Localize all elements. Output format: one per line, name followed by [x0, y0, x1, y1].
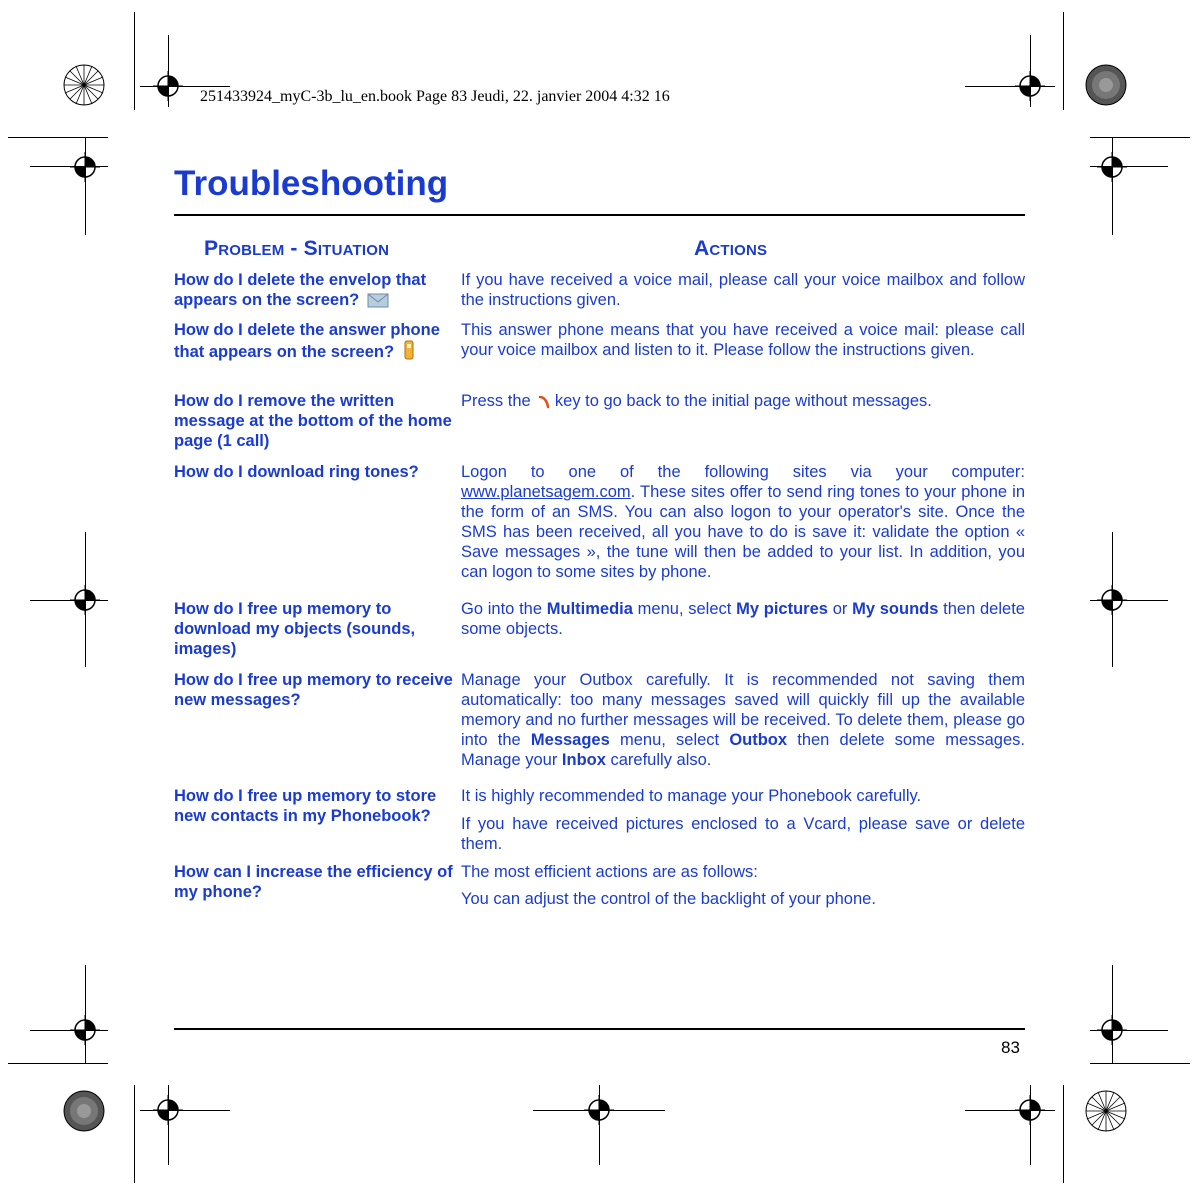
action-text: This answer phone means that you have received a voice mail: please call your voice mailbox and listen to it. Please follow the instructions given. — [461, 321, 1025, 359]
action-free-memory-contacts-1: It is highly recommended to manage your Phonebook carefully. — [461, 787, 922, 805]
problem-text: How do I remove the written message at the bottom of the home page (1 call) — [174, 392, 452, 450]
action-text: menu, select — [619, 731, 720, 749]
problem-free-memory-messages — [174, 670, 454, 710]
problem-envelope — [174, 270, 454, 310]
planetsagem-link[interactable]: www.planetsagem.com — [461, 483, 631, 501]
hang-up-key-icon — [538, 395, 550, 409]
action-text-2: key to go back to the initial page without messages. — [554, 392, 932, 410]
registration-target-icon — [1097, 1015, 1127, 1045]
book-file-header: 251433924_myC-3b_lu_en.book Page 83 Jeudi, 22. janvier 2004 4:32 16 — [200, 88, 670, 105]
problem-column-header: Problem - Situation — [204, 237, 390, 260]
problem-text: How do I delete the envelop that appears on the screen? — [174, 271, 427, 309]
action-text: menu, select — [637, 600, 732, 618]
outbox-menu-name: Outbox — [729, 731, 788, 749]
title-divider — [174, 214, 1025, 216]
action-text: Manage your Outbox carefully. It is recommended not saving them automatically: too many messages saved will quickly fill up the available memory and no further messages will be received. To delete them, please go into the — [461, 671, 1025, 749]
problem-text: How do I download ring tones? — [174, 463, 419, 481]
registration-target-icon — [153, 71, 183, 101]
problem-free-memory-objects — [174, 599, 454, 659]
action-free-memory-messages — [461, 670, 1025, 770]
action-efficiency-2: You can adjust the control of the backlight of your phone. — [461, 890, 876, 908]
registration-target-icon — [1015, 1095, 1045, 1125]
multimedia-menu-name: Multimedia — [546, 600, 633, 618]
registration-target-icon — [70, 152, 100, 182]
problem-text: How do I delete the answer phone that appears on the screen? — [174, 321, 440, 361]
action-text: If you have received a voice mail, please call your voice mailbox and follow the instructions given. — [461, 271, 1025, 309]
action-text-1: Press the — [461, 392, 531, 410]
problem-free-memory-contacts — [174, 786, 454, 826]
sunburst-disc-icon — [1085, 1090, 1127, 1132]
action-text: then delete some objects. — [461, 600, 1025, 638]
action-text: Go into the — [461, 600, 543, 618]
action-text: carefully also. — [610, 751, 712, 769]
action-answer-phone — [461, 320, 1025, 360]
action-ring-tones — [461, 462, 1025, 582]
action-free-memory-contacts-2: If you have received pictures enclosed to a Vcard, please save or delete them. — [461, 815, 1025, 853]
problem-written-message — [174, 391, 454, 451]
registration-target-icon — [70, 1015, 100, 1045]
my-pictures-menu-name: My pictures — [736, 600, 828, 618]
problem-text: How do I free up memory to receive new messages? — [174, 671, 453, 709]
page-number: 83 — [1001, 1038, 1020, 1057]
action-text-2: . These sites offer to send ring tones to your phone in the form of an SMS. You can also logon to your operator's site. Once the SMS has been received, all you have to do is save it: validate the option « Save messages », the tune will then be added to your list. In addition, you can logon to some sites by phone. — [461, 483, 1025, 581]
actions-column-header: Actions — [694, 237, 768, 260]
sunburst-disc-icon — [63, 64, 105, 106]
messages-menu-name: Messages — [530, 731, 610, 749]
footer-divider — [174, 1028, 1025, 1030]
problem-efficiency — [174, 862, 454, 902]
action-text: or — [832, 600, 848, 618]
action-written-message — [461, 391, 1025, 411]
envelope-icon — [367, 293, 389, 308]
action-efficiency-1: The most efficient actions are as follows: — [461, 863, 758, 881]
registration-target-icon — [1015, 71, 1045, 101]
action-free-memory-objects — [461, 599, 1025, 639]
registration-target-icon — [1097, 152, 1127, 182]
problem-text: How can I increase the efficiency of my phone? — [174, 863, 453, 901]
hatched-disc-icon — [1085, 64, 1127, 106]
registration-target-icon — [70, 585, 100, 615]
action-text: then delete some messages. Manage your — [461, 731, 1025, 769]
registration-target-icon — [1097, 585, 1127, 615]
action-envelope — [461, 270, 1025, 310]
problem-text: How do I free up memory to store new contacts in my Phonebook? — [174, 787, 437, 825]
my-sounds-menu-name: My sounds — [852, 600, 939, 618]
page-title: Troubleshooting — [174, 164, 449, 203]
registration-target-icon — [153, 1095, 183, 1125]
registration-target-icon — [584, 1095, 614, 1125]
problem-ring-tones — [174, 462, 454, 482]
hatched-disc-icon — [63, 1090, 105, 1132]
problem-answer-phone — [174, 320, 454, 362]
answer-phone-icon — [402, 340, 416, 360]
problem-text: How do I free up memory to download my objects (sounds, images) — [174, 600, 416, 658]
inbox-menu-name: Inbox — [561, 751, 606, 769]
action-text-1: Logon to one of the following sites via your computer: — [461, 463, 1025, 481]
